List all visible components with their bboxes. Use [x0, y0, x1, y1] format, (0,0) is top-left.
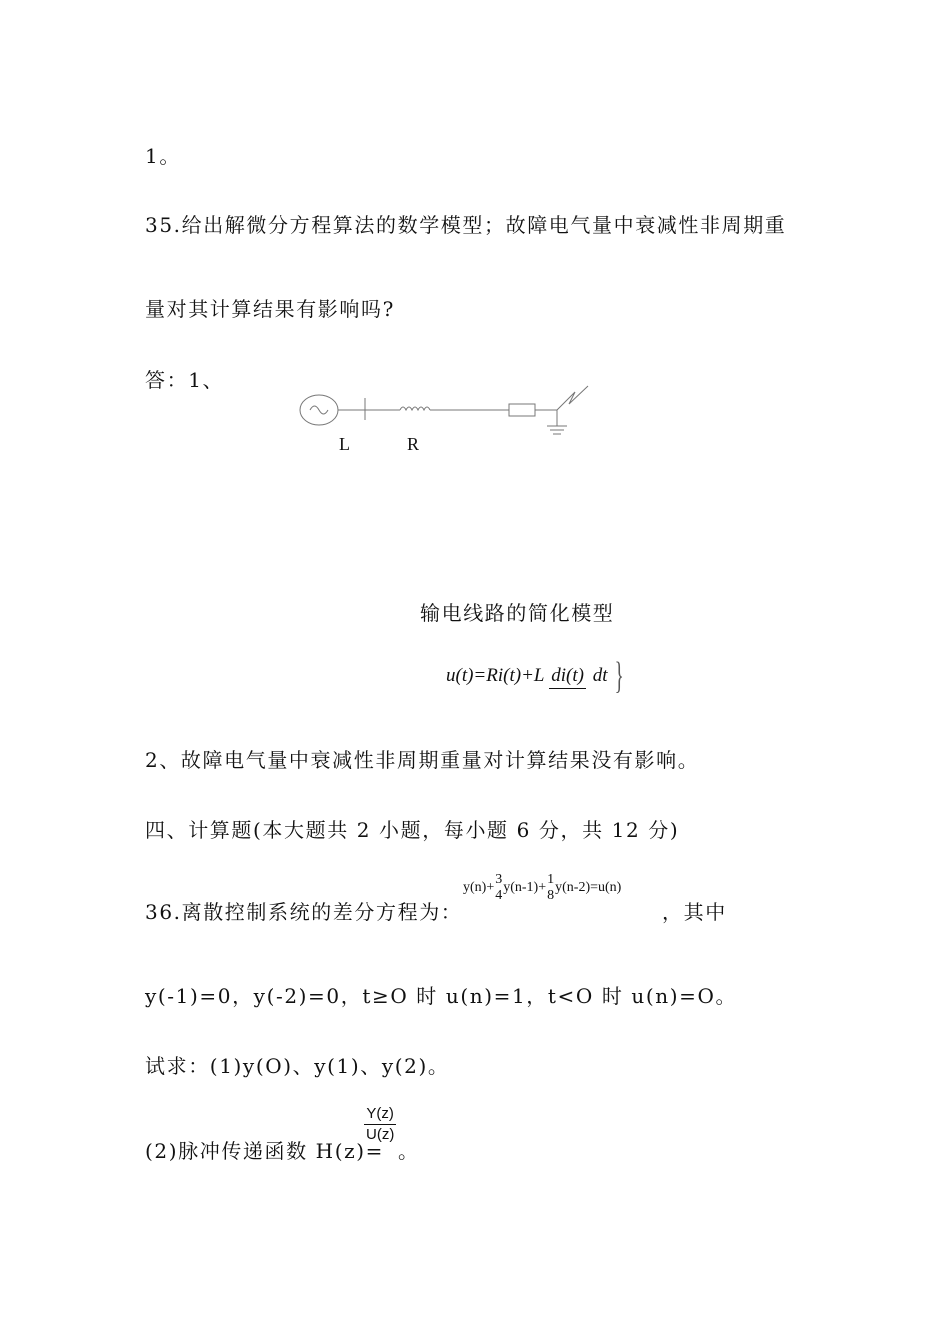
difference-equation	[463, 872, 621, 904]
sine-wave-icon	[310, 406, 328, 414]
derivative-numerator: di(t)	[549, 664, 586, 689]
resistor-box	[509, 404, 535, 416]
transfer-function-fraction	[364, 1104, 396, 1145]
diff-eq-term-2: y(n-1)+	[503, 880, 547, 896]
section-4-heading: 四、计算题(本大题共 2 小题，每小题 6 分，共 12 分)	[145, 818, 680, 842]
circuit-diagram	[295, 382, 605, 442]
fault-arc-icon	[557, 386, 588, 410]
derivative-denominator: dt	[592, 665, 608, 686]
line-1: 1。	[145, 144, 181, 168]
label-L: L	[339, 434, 350, 454]
diff-eq-term-1: y(n)+	[463, 880, 495, 896]
transmission-line-figure	[295, 382, 605, 454]
fraction-3-4-den: 4	[495, 888, 503, 903]
fraction-1-8-den: 8	[547, 888, 555, 903]
question-36-line-2: y(-1)=0，y(-2)=0，t≥O 时 u(n)=1，t<O 时 u(n)=O。	[145, 984, 738, 1008]
fraction-3-4	[495, 872, 502, 904]
question-35-line-1: 35.给出解微分方程算法的数学模型；故障电气量中衰减性非周期重	[145, 213, 787, 237]
answer-2: 2、故障电气量中衰减性非周期重量对计算结果没有影响。	[145, 748, 700, 772]
question-36-part-2: (2)脉冲传递函数 H(z)=	[145, 1139, 385, 1163]
question-36-part-1: 试求：(1)y(O)、y(1)、y(2)。	[145, 1054, 450, 1078]
answer-label: 答：1、	[145, 368, 225, 392]
fraction-1-8-num: 1	[547, 872, 555, 887]
fraction-3-4-num: 3	[495, 872, 503, 887]
inductor-coil	[400, 407, 430, 410]
equation-lhs: u(t)=Ri(t)+L	[446, 665, 545, 686]
transfer-function-numerator: Y(z)	[364, 1104, 396, 1125]
question-36-line-1: 36.离散控制系统的差分方程为：	[145, 900, 463, 924]
closing-brace: }	[614, 655, 624, 697]
label-R: R	[407, 434, 420, 454]
fraction-1-8	[547, 872, 554, 904]
diff-eq-term-3: y(n-2)=u(n)	[555, 880, 622, 896]
transfer-function-denominator: U(z)	[366, 1126, 395, 1143]
differential-equation	[446, 654, 628, 698]
figure-caption: 输电线路的简化模型	[420, 601, 615, 625]
question-36-tail: ，其中	[662, 900, 727, 924]
question-35-line-2: 量对其计算结果有影响吗?	[145, 297, 395, 321]
question-36-part-2-end: 。	[398, 1139, 420, 1163]
derivative-fraction	[549, 664, 609, 689]
